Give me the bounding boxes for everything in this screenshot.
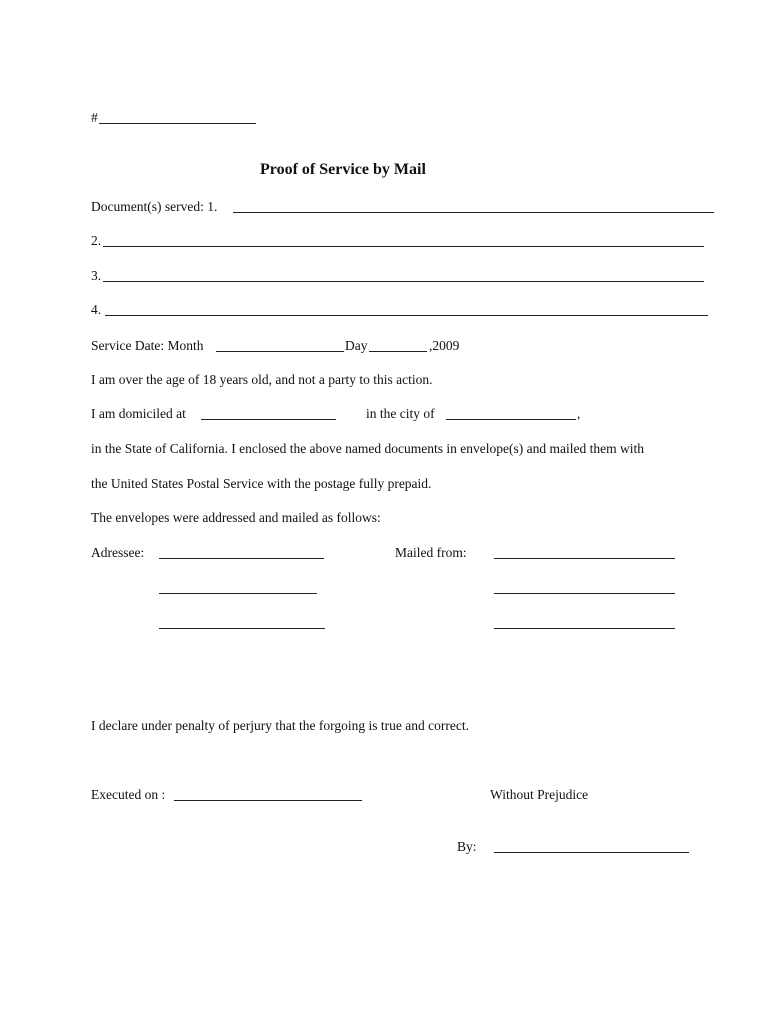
- document-4-blank: [105, 315, 708, 316]
- service-day-label: Day: [345, 338, 368, 353]
- case-number-blank: [99, 123, 256, 124]
- declaration-statement: I declare under penalty of perjury that the forgoing is true and correct.: [91, 718, 469, 733]
- service-month-blank: [216, 351, 344, 352]
- addressee-label: Adressee:: [91, 545, 145, 560]
- without-prejudice: Without Prejudice: [490, 787, 589, 802]
- document-2-blank: [103, 246, 704, 247]
- signature-blank: [494, 852, 689, 853]
- document-3-blank: [103, 281, 704, 282]
- addressee-line-2: [159, 593, 317, 594]
- document-2-label: 2.: [91, 233, 102, 248]
- domicile-blank: [201, 419, 336, 420]
- postal-statement: the United States Postal Service with the postage fully prepaid.: [91, 476, 432, 491]
- state-statement: in the State of California. I enclosed the above named documents in envelope(s) and mailed them with: [91, 441, 644, 456]
- addressee-line-1: [159, 558, 324, 559]
- service-year: ,2009: [429, 338, 460, 353]
- document-4-label: 4.: [91, 302, 102, 317]
- executed-on-label: Executed on :: [91, 787, 166, 802]
- addressed-statement: The envelopes were addressed and mailed as follows:: [91, 510, 381, 525]
- mailed-from-line-2: [494, 593, 675, 594]
- service-day-blank: [369, 351, 427, 352]
- city-label: in the city of: [366, 406, 435, 421]
- addressee-line-3: [159, 628, 325, 629]
- city-comma: ,: [577, 406, 581, 421]
- executed-on-blank: [174, 800, 362, 801]
- service-date-label: Service Date: Month: [91, 338, 204, 353]
- mailed-from-label: Mailed from:: [395, 545, 467, 560]
- age-statement: I am over the age of 18 years old, and not a party to this action.: [91, 372, 433, 387]
- document-1-blank: [233, 212, 714, 213]
- document-3-label: 3.: [91, 268, 102, 283]
- by-label: By:: [457, 839, 477, 854]
- city-blank: [446, 419, 576, 420]
- mailed-from-line-3: [494, 628, 675, 629]
- mailed-from-line-1: [494, 558, 675, 559]
- page-title: Proof of Service by Mail: [260, 161, 426, 178]
- case-number-prefix: #: [91, 110, 98, 125]
- domicile-label: I am domiciled at: [91, 406, 186, 421]
- documents-served-label: Document(s) served: 1.: [91, 199, 218, 214]
